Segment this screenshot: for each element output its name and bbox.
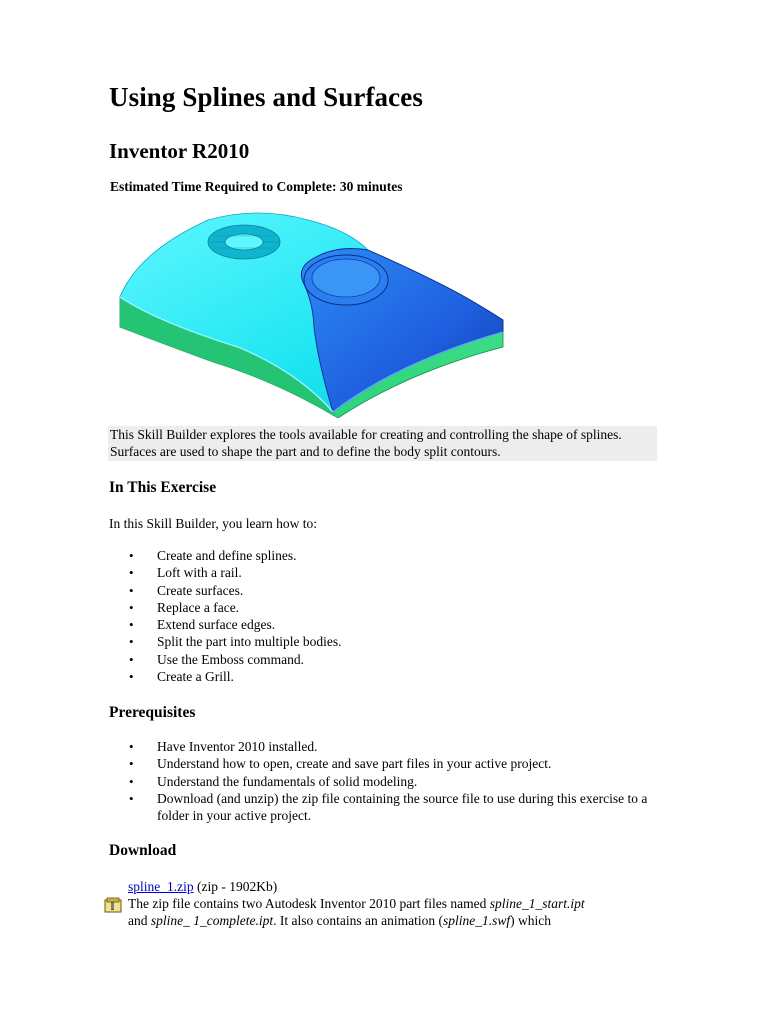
desc-text: ) which [510,913,551,928]
download-heading: Download [109,842,177,859]
mouse-model-figure [118,212,504,418]
estimated-time: Estimated Time Required to Complete: 30 minutes [110,179,403,194]
zip-download-link[interactable]: spline_1.zip [128,879,194,894]
desc-text: . It also contains an animation ( [273,913,443,928]
exercise-lead: In this Skill Builder, you learn how to: [109,516,317,531]
exercise-heading: In This Exercise [109,479,217,496]
list-item: • Create surfaces. [109,582,649,599]
list-item: • Replace a face. [109,599,649,616]
mouse-model-illustration [118,212,504,418]
desc-text: and [128,913,151,928]
list-item: • Have Inventor 2010 installed. [109,738,649,755]
page-title: Using Splines and Surfaces [109,82,423,112]
list-item: • Download (and unzip) the zip file containing the source file to use during this exercise to a folder in your active project. [109,790,649,825]
list-item: • Use the Emboss command. [109,651,649,668]
exercise-list [109,547,649,685]
download-block [104,878,664,929]
list-item: • Split the part into multiple bodies. [109,633,649,650]
intro-paragraph: This Skill Builder explores the tools available for creating and controlling the shape of splines. Surfaces are used to shape the part and to define the body split contours. [108,426,657,461]
download-description [104,895,664,929]
download-link-row [104,878,664,895]
list-item: • Understand the fundamentals of solid modeling. [109,773,649,790]
list-item: • Understand how to open, create and save part files in your active project. [109,755,649,772]
prerequisites-list [109,738,649,824]
page-subtitle: Inventor R2010 [109,139,250,163]
list-item: • Create and define splines. [109,547,649,564]
prerequisites-heading: Prerequisites [109,704,196,721]
zip-meta: (zip - 1902Kb) [193,879,278,894]
list-item: • Create a Grill. [109,668,649,685]
file-name-start: spline_1_start.ipt [489,896,585,911]
file-name-animation: spline_1.swf [442,913,511,928]
desc-text: The zip file contains two Autodesk Inventor 2010 part files named [128,896,490,911]
list-item: • Loft with a rail. [109,564,649,581]
file-name-complete: spline_ 1_complete.ipt [150,913,274,928]
list-item: • Extend surface edges. [109,616,649,633]
